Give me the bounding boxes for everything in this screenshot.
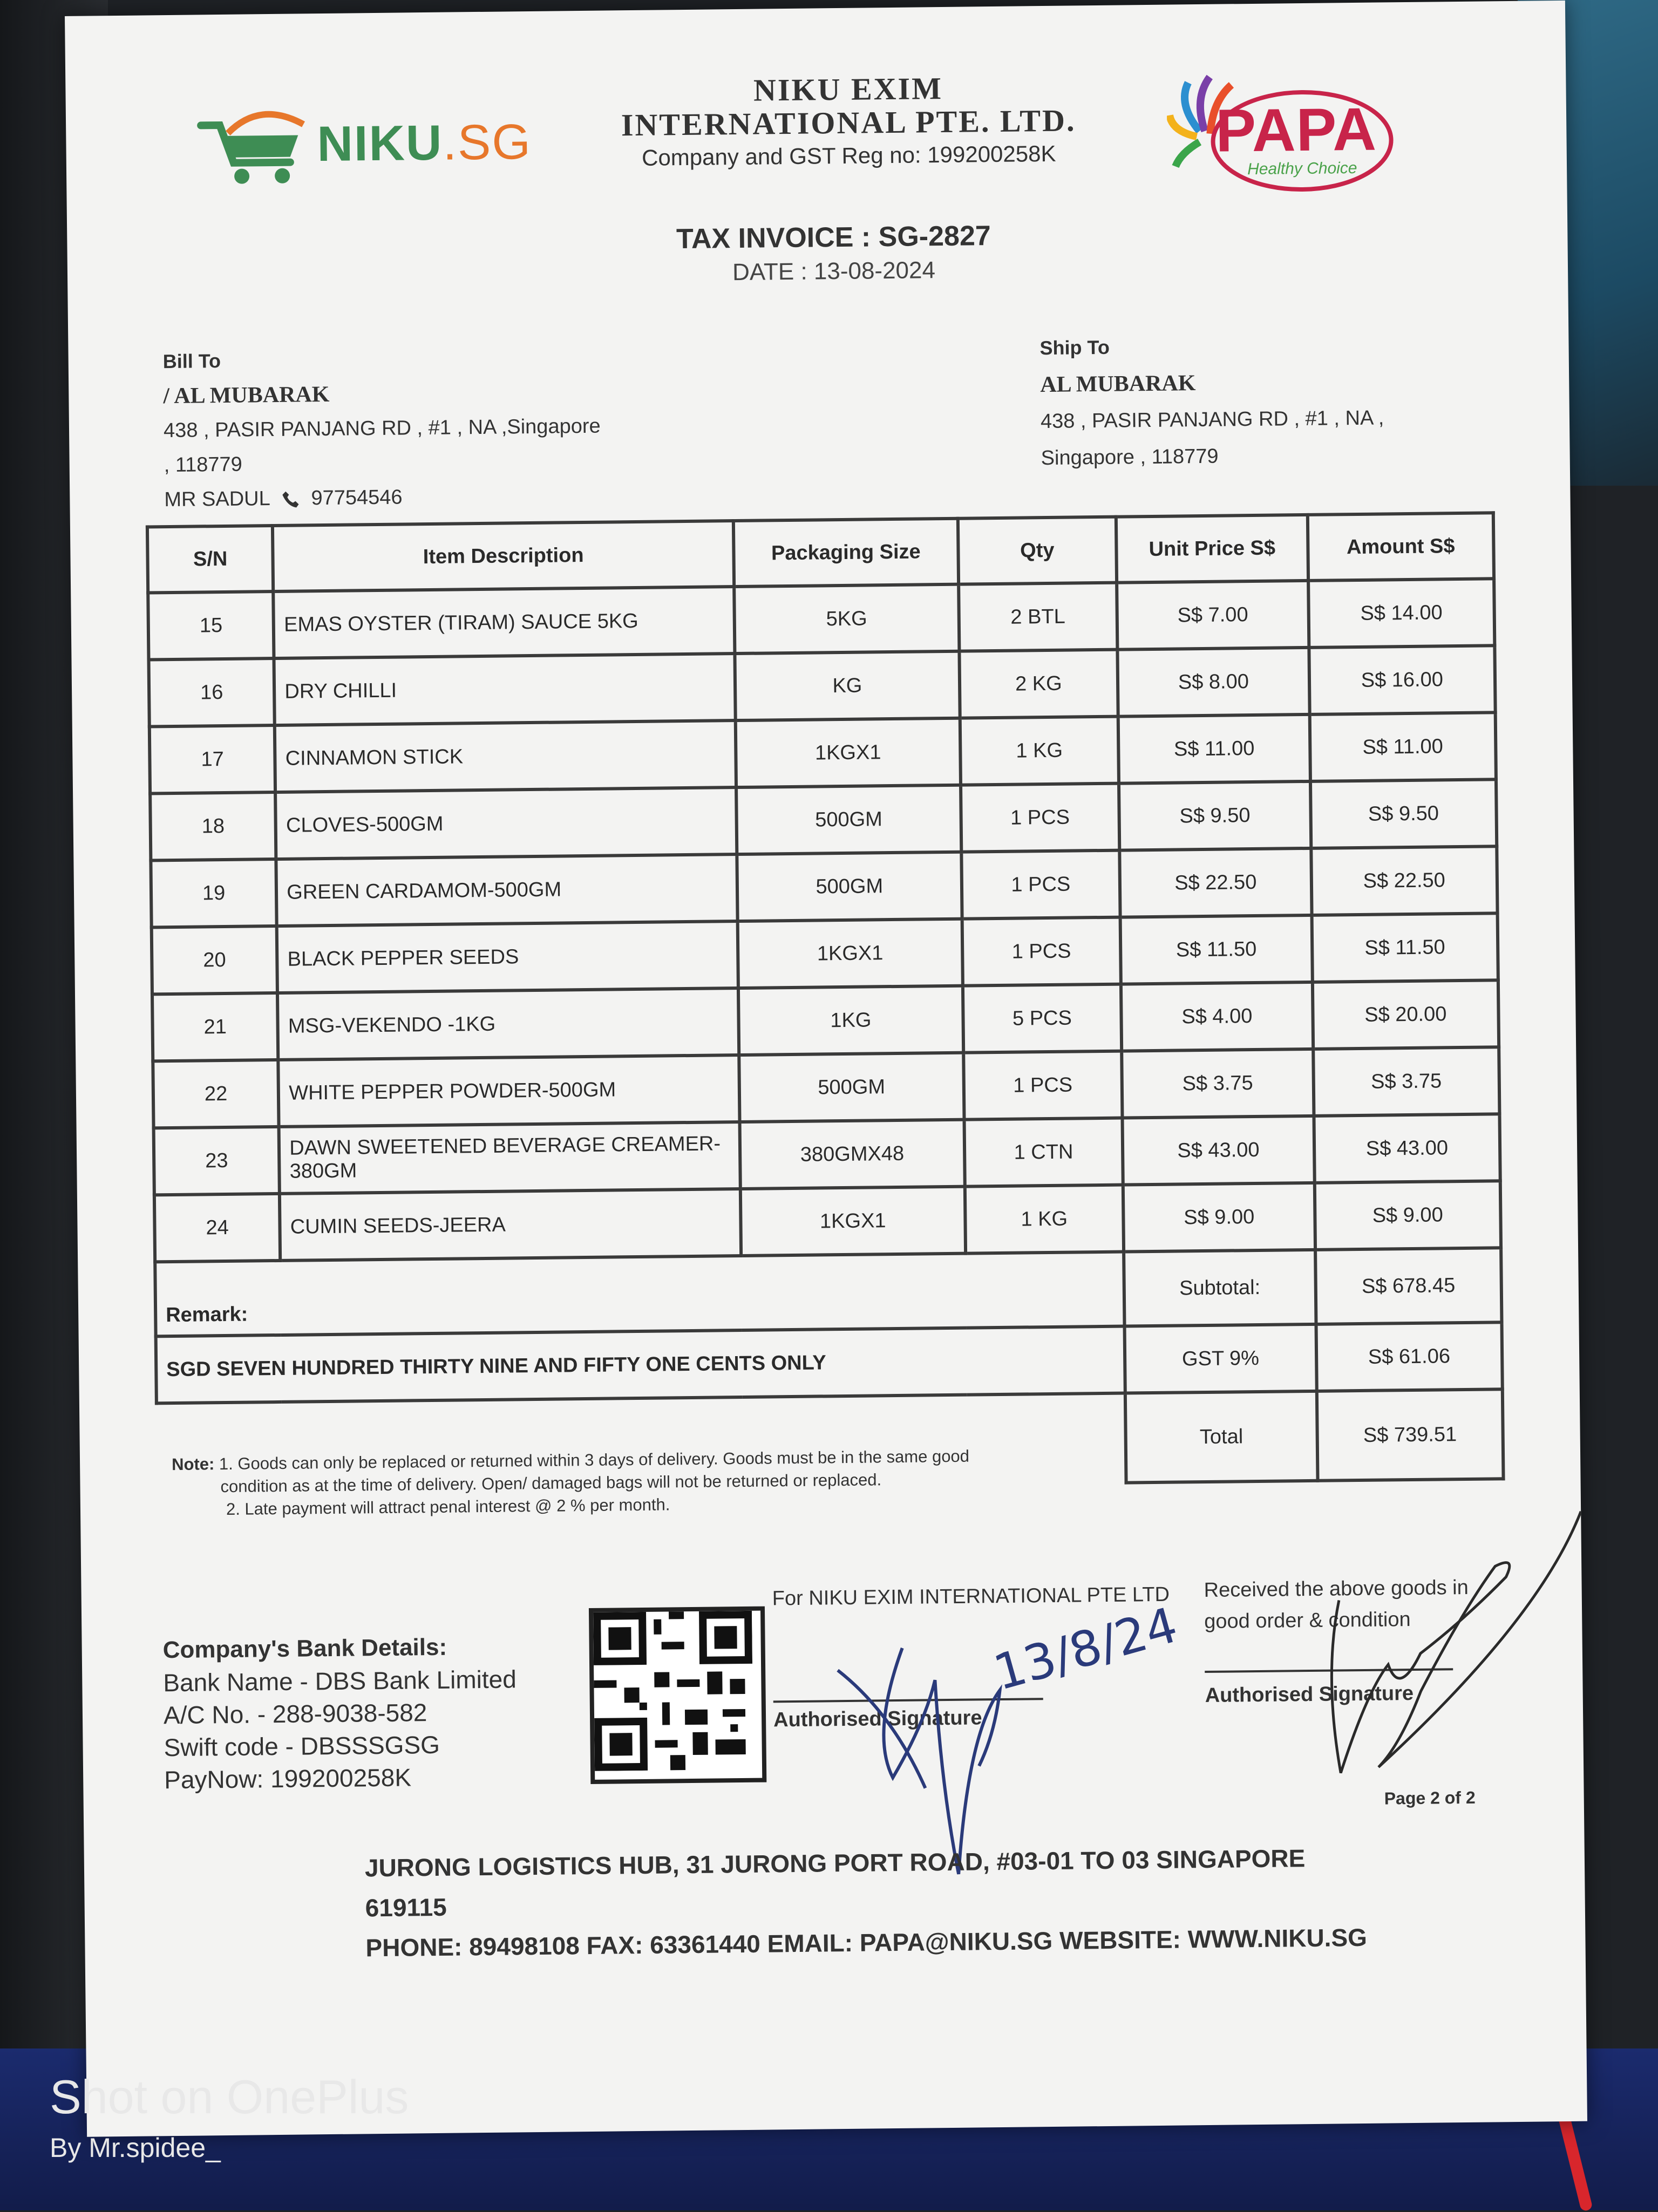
cell-sn: 23: [154, 1127, 280, 1195]
signature-line: [1205, 1668, 1453, 1673]
note-label: Note:: [171, 1454, 215, 1474]
invoice-number: TAX INVOICE : SG-2827: [676, 220, 991, 255]
note-line1: 1. Goods can only be replaced or returned within 3 days of delivery. Goods must be in the same good: [219, 1446, 970, 1474]
cell-unit-price: S$ 4.00: [1121, 982, 1313, 1051]
watermark-line1: Shot on OnePlus: [50, 2070, 409, 2123]
phone-icon: [281, 489, 300, 509]
subtotal-value: S$ 678.45: [1315, 1248, 1502, 1324]
cell-amount: S$ 3.75: [1313, 1047, 1500, 1116]
footer-address: JURONG LOGISTICS HUB, 31 JURONG PORT ROAD, #03-01 TO 03 SINGAPORE 619115: [364, 1844, 1306, 1922]
amount-in-words: SGD SEVEN HUNDRED THIRTY NINE AND FIFTY ONE CENTS ONLY: [156, 1326, 1125, 1404]
company-name-line1: NIKU EXIM: [753, 70, 943, 108]
cell-packaging: 1KGX1: [738, 919, 963, 988]
cell-description: CUMIN SEEDS-JEERA: [280, 1189, 741, 1261]
cell-qty: 1 KG: [960, 717, 1119, 785]
cell-unit-price: S$ 9.00: [1123, 1183, 1315, 1252]
cell-qty: 1 PCS: [961, 850, 1120, 919]
cell-amount: S$ 20.00: [1312, 980, 1499, 1049]
cell-sn: 17: [150, 725, 276, 793]
cell-qty: 2 KG: [959, 650, 1118, 718]
camera-watermark: [50, 2070, 409, 2163]
notes: [172, 1444, 1090, 1521]
total-value: S$ 739.51: [1316, 1389, 1503, 1481]
handwritten-date: 13/8/24: [988, 1596, 1184, 1702]
niku-logo-text: NIKU.SG: [316, 114, 532, 172]
footer: [365, 1837, 1391, 1968]
ship-to-label: Ship To: [1039, 336, 1110, 359]
cell-packaging: 5KG: [734, 584, 959, 654]
niku-logo: [195, 100, 542, 190]
cell-unit-price: S$ 7.00: [1117, 581, 1309, 650]
qr-code-icon: [593, 1611, 753, 1771]
cell-amount: S$ 22.50: [1311, 846, 1498, 915]
invoice-title: [563, 219, 1104, 288]
bank-details: [162, 1630, 574, 1796]
gst-label: GST 9%: [1125, 1324, 1317, 1393]
col-header-unit-price: Unit Price S$: [1116, 515, 1308, 583]
cell-packaging: KG: [735, 651, 960, 720]
cell-packaging: 500GM: [737, 852, 962, 921]
bank-swift: Swift code - DBSSSGSG: [164, 1730, 440, 1762]
cell-description: CINNAMON STICK: [275, 720, 736, 792]
company-name-line2: INTERNATIONAL PTE. LTD.: [621, 103, 1076, 143]
bank-name: Bank Name - DBS Bank Limited: [163, 1665, 517, 1697]
invoice-paper: [65, 1, 1587, 2137]
cell-qty: 1 CTN: [964, 1118, 1123, 1187]
cell-description: DAWN SWEETENED BEVERAGE CREAMER-380GM: [279, 1122, 740, 1194]
cell-description: BLACK PEPPER SEEDS: [277, 921, 738, 993]
cell-packaging: 1KGX1: [740, 1187, 966, 1256]
papa-tagline: Healthy Choice: [1247, 159, 1357, 179]
cell-packaging: 500GM: [736, 785, 961, 854]
cell-description: EMAS OYSTER (TIRAM) SAUCE 5KG: [273, 587, 735, 658]
footer-contact: PHONE: 89498108 FAX: 63361440 EMAIL: PAPA@NIKU.SG WEBSITE: WWW.NIKU.SG: [365, 1923, 1368, 1962]
cell-packaging: 1KGX1: [736, 718, 961, 787]
cell-amount: S$ 43.00: [1314, 1114, 1500, 1183]
col-header-description: Item Description: [273, 521, 734, 591]
note-line2: 2. Late payment will attract penal interest @ 2 % per month.: [226, 1495, 670, 1519]
company-reg: Company and GST Reg no: 199200258K: [641, 140, 1056, 171]
cell-amount: S$ 9.50: [1310, 779, 1497, 848]
invoice-date: DATE : 13-08-2024: [732, 257, 936, 286]
note-line1b: condition as at the time of delivery. Open/ damaged bags will not be returned or replaced.: [220, 1470, 882, 1496]
cell-unit-price: S$ 43.00: [1123, 1116, 1315, 1185]
cell-unit-price: S$ 9.50: [1119, 781, 1311, 850]
bill-to-contact-row: [164, 477, 704, 517]
cell-description: MSG-VEKENDO -1KG: [277, 988, 739, 1060]
cell-sn: 19: [151, 859, 277, 927]
paynow-qr-code: [589, 1607, 766, 1784]
cell-qty: 1 PCS: [961, 784, 1120, 852]
cell-packaging: 1KG: [738, 986, 963, 1055]
receiver-signature-block: [1204, 1571, 1506, 1707]
ship-to: [1039, 325, 1473, 477]
cell-amount: S$ 14.00: [1308, 578, 1495, 648]
signature-line: [773, 1698, 1043, 1703]
bank-paynow: PayNow: 199200258K: [164, 1763, 412, 1794]
for-company-label: For NIKU EXIM INTERNATIONAL PTE LTD: [772, 1583, 1170, 1610]
cell-packaging: 500GM: [739, 1053, 964, 1122]
cell-description: CLOVES-500GM: [275, 787, 737, 859]
cell-qty: 1 PCS: [963, 1051, 1123, 1120]
cell-unit-price: S$ 11.50: [1120, 915, 1313, 984]
cell-amount: S$ 11.00: [1309, 712, 1496, 781]
cell-sn: 24: [154, 1194, 281, 1262]
bill-to-name: / AL MUBARAK: [163, 382, 330, 409]
ship-to-address2: Singapore , 118779: [1041, 445, 1219, 470]
cell-unit-price: S$ 22.50: [1119, 848, 1312, 917]
bank-heading: Company's Bank Details:: [162, 1634, 447, 1664]
cell-amount: S$ 16.00: [1309, 645, 1496, 714]
cell-description: WHITE PEPPER POWDER-500GM: [278, 1055, 740, 1127]
cell-sn: 20: [152, 926, 278, 994]
bill-to-contact: MR SADUL: [164, 487, 270, 512]
col-header-sn: S/N: [147, 526, 274, 593]
col-header-packaging: Packaging Size: [733, 519, 959, 587]
received-goods-label: Received the above goods in good order & condition: [1204, 1576, 1469, 1634]
subtotal-row: [155, 1248, 1501, 1336]
cell-sn: 22: [153, 1060, 279, 1128]
cell-description: GREEN CARDAMOM-500GM: [276, 854, 738, 926]
bill-to-phone: 97754546: [311, 486, 403, 510]
cell-sn: 16: [148, 658, 275, 726]
papa-logo: [1166, 70, 1394, 196]
cell-sn: 21: [152, 993, 278, 1061]
subtotal-label: Subtotal:: [1124, 1250, 1316, 1326]
items-table: [146, 511, 1505, 1494]
ship-to-name: AL MUBARAK: [1040, 371, 1196, 398]
cell-qty: 1 PCS: [962, 917, 1121, 986]
cell-sn: 18: [150, 792, 276, 860]
company-header: [562, 70, 1135, 172]
cell-qty: 1 KG: [964, 1185, 1124, 1254]
gst-value: S$ 61.06: [1316, 1322, 1503, 1391]
papa-logo-text: PAPA: [1215, 95, 1377, 165]
cell-description: DRY CHILLI: [274, 654, 736, 725]
cell-qty: 2 BTL: [959, 583, 1118, 651]
bill-to-label: Bill To: [162, 350, 221, 373]
remark-label: Remark:: [155, 1252, 1124, 1337]
cell-qty: 5 PCS: [963, 984, 1122, 1053]
watermark-line2: By Mr.spidee_: [50, 2133, 221, 2163]
cell-unit-price: S$ 11.00: [1118, 714, 1310, 784]
authorised-signature-label: Authorised Signature: [1205, 1682, 1414, 1707]
cell-unit-price: S$ 3.75: [1122, 1049, 1314, 1118]
col-header-qty: Qty: [958, 517, 1117, 584]
bill-to: [162, 339, 704, 517]
cell-amount: S$ 9.00: [1314, 1181, 1501, 1250]
bank-account: A/C No. - 288-9038-582: [163, 1698, 427, 1730]
bill-to-address1: 438 , PASIR PANJANG RD , #1 , NA ,Singapore: [163, 414, 601, 443]
total-label: Total: [1125, 1391, 1317, 1483]
bill-to-address2: , 118779: [164, 453, 243, 477]
authorised-signature-label: Authorised Signature: [773, 1706, 982, 1732]
cell-amount: S$ 11.50: [1312, 913, 1498, 982]
cell-packaging: 380GMX48: [740, 1120, 965, 1189]
cell-unit-price: S$ 8.00: [1117, 648, 1309, 717]
col-header-amount: Amount S$: [1307, 513, 1494, 581]
ship-to-address1: 438 , PASIR PANJANG RD , #1 , NA ,: [1040, 406, 1384, 433]
cart-icon: [195, 103, 315, 190]
page-number: Page 2 of 2: [1384, 1787, 1476, 1808]
cell-sn: 15: [148, 591, 274, 659]
